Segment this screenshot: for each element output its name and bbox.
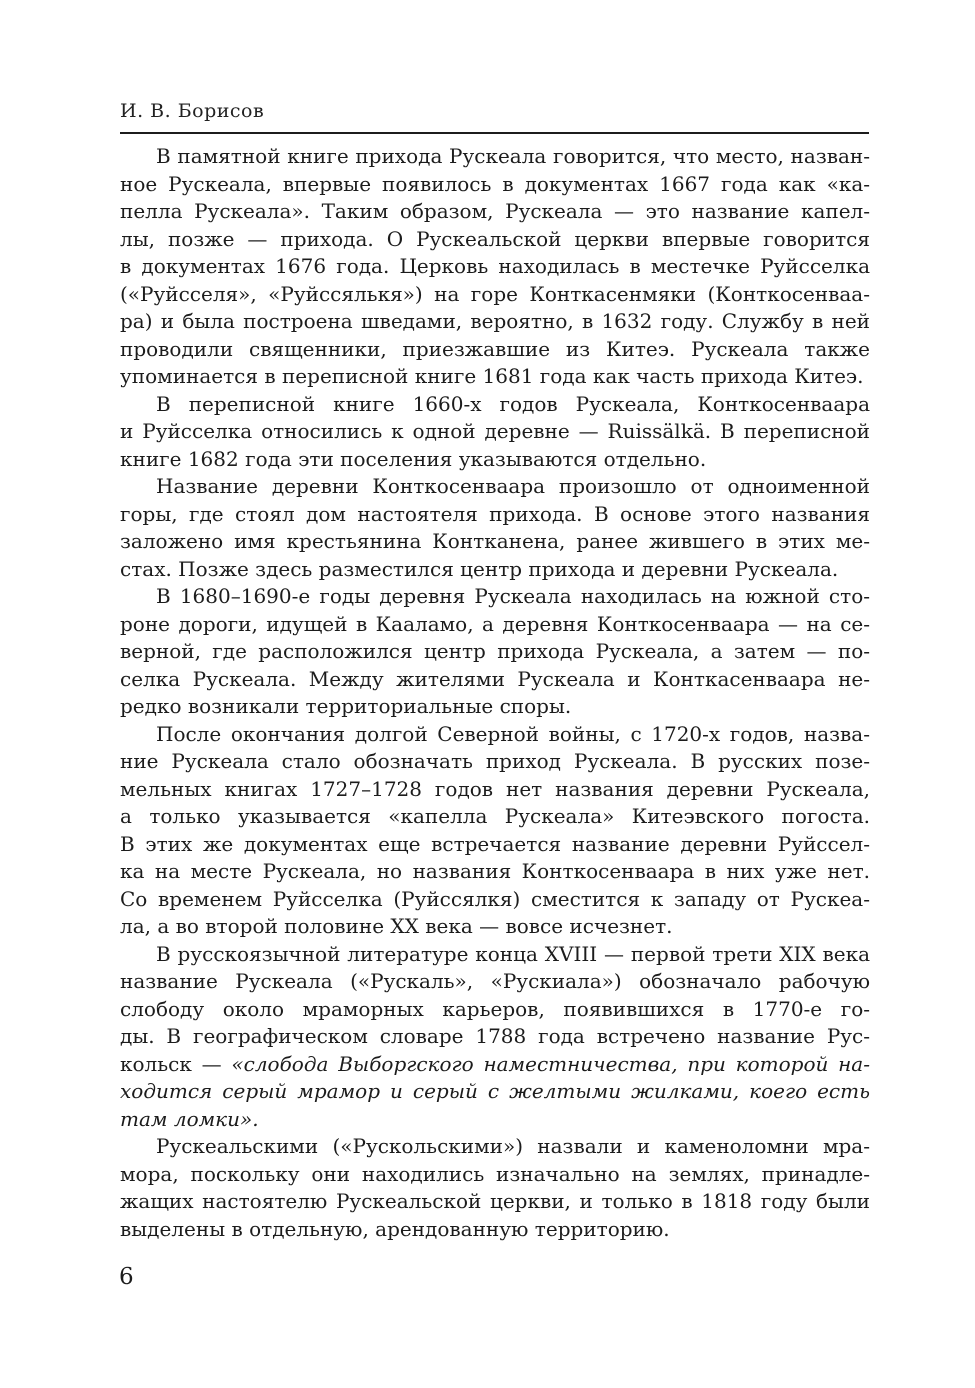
text-line: («Руйсселя», «Руйссялькя») на горе Конткасенмяки (Конткосенваа- [120,281,870,306]
text-line: лы, позже — прихода. О Рускеальской церкви впервые говорится [120,226,870,251]
text-line: В переписной книге 1660-х годов Рускеала, Конткосенваара [156,391,870,416]
text-line: ка на месте Рускеала, но названия Конткосенваара в них уже нет. [120,859,870,883]
text-line: в документах 1676 года. Церковь находилась в местечке Руйсселка [120,254,870,278]
text-line: заложено имя крестьянина Контканена, ранее жившего в этих ме- [120,529,870,553]
text-line: жащих настоятелю Рускеальской церкви, и только в 1818 году были [120,1189,870,1213]
header-rule [120,132,869,134]
text-line: слободу около мраморных карьеров, появившихся в 1770-е го- [120,996,870,1021]
text-line [120,1106,870,1134]
text-run: кольск — [120,1051,232,1076]
text-line: ла, а во второй половине XX века — вовсе исчезнет. [120,914,673,938]
text-line: проводили священники, приезжавшие из Китеэ. Рускеала также [120,336,870,361]
text-line: ды. В географическом словаре 1788 года встречено название Рус- [120,1024,870,1048]
text-line: книге 1682 года эти поселения указываются отдельно. [120,446,707,471]
running-header-author: И. В. Борисов [120,100,265,122]
text-line: В русскоязычной литературе конца XVIII — первой трети XIX века [156,941,870,966]
text-line: В этих же документах еще встречается название деревни Руйссел- [120,831,870,856]
text-line: В памятной книге прихода Рускеала говорится, что место, назван- [156,144,870,168]
text-line: После окончания долгой Северной войны, с 1720-х годов, назва- [156,721,870,746]
paragraph [120,721,870,941]
body-text [120,143,870,1243]
text-line: верной, где расположился центр прихода Рускеала, а затем — по- [120,639,870,663]
paragraph [120,583,870,721]
text-line [120,1051,870,1079]
italic-run: ходится серый мрамор и серый с желтыми жилками, коего есть [120,1079,870,1103]
text-line: стах. Позже здесь разместился центр прихода и деревни Рускеала. [120,556,839,581]
text-line: название Рускеала («Рускаль», «Рускиала») обозначало рабочую [120,969,870,993]
paragraph [120,143,870,391]
text-line: горы, где стоял дом настоятеля прихода. В основе этого названия [120,501,870,526]
text-line: упоминается в переписной книге 1681 года как часть прихода Китеэ. [120,364,864,388]
text-line [120,1078,870,1106]
page-number: 6 [119,1264,134,1290]
text-line: ра) и была построена шведами, вероятно, в 1632 году. Службу в ней [120,309,870,333]
paragraph [120,1133,870,1243]
text-line: ное Рускеала, впервые появилось в документах 1667 года как «ка- [120,171,870,196]
italic-run: «слобода Выборгского наместничества, при которой на- [231,1051,870,1076]
text-line: пелла Рускеала». Таким образом, Рускеала — это название капел- [120,199,870,223]
text-line: роне дороги, идущей в Кааламо, а деревня Конткосенваара — на се- [120,611,870,636]
paragraph [120,391,870,474]
text-line: Рускеальскими («Рускольскими») назвали и каменоломни мра- [156,1134,870,1158]
paragraph [120,941,870,1134]
text-line: выделены в отдельную, арендованную территорию. [120,1216,670,1241]
text-line: и Руйсселка относились к одной деревне — Ruissälkä. В переписной [120,419,870,443]
text-line: редко возникали территориальные споры. [120,694,572,718]
text-line: Со временем Руйсселка (Руйссялкя) сместится к западу от Рускеа- [120,886,870,911]
italic-run: там ломки». [120,1106,259,1131]
text-line: а только указывается «капелла Рускеала» Китеэвского погоста. [120,804,870,828]
text-line: селка Рускеала. Между жителями Рускеала и Конткасенваара не- [120,666,870,691]
text-line: ние Рускеала стало обозначать приход Рускеала. В русских позе- [120,749,870,773]
text-line: Название деревни Конткосенваара произошло от одноименной [156,474,870,498]
paragraph [120,473,870,583]
text-line: мельных книгах 1727–1728 годов нет названия деревни Рускеала, [120,776,870,801]
text-line: мора, поскольку они находились изначально на землях, принадле- [120,1161,870,1186]
text-line: В 1680–1690-е годы деревня Рускеала находилась на южной сто- [156,584,870,608]
